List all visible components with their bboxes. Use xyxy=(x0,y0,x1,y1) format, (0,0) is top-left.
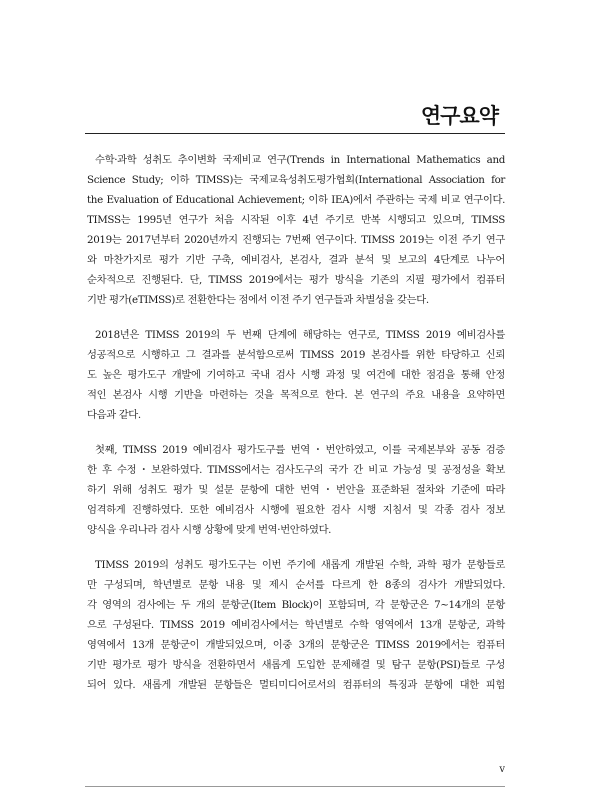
text-line: 양식을 우리나라 검사 시행 상황에 맞게 번역·번안하였다. xyxy=(87,524,332,536)
text-line: 만 구성되며, 학년별로 문항 내용 및 제시 순서를 다르게 한 8종의 검사가 개발되었다. xyxy=(87,579,505,591)
page-number: v xyxy=(499,764,505,775)
section-heading: 연구요약 xyxy=(420,104,498,128)
text-line: 으로 구성된다. TIMSS 2019 예비검사에서는 학년별로 수학 영역에서 13개 문항군, 과학 xyxy=(87,619,505,631)
text-line: 엄격하게 진행하였다. 또한 예비검사 시행에 필요한 검사 시행 지침서 및 각종 검사 정보 xyxy=(87,504,505,516)
paragraph xyxy=(87,555,505,695)
paragraph xyxy=(87,440,505,540)
text-line: 적인 본검사 시행 기반을 마련하는 것을 목적으로 한다. 본 연구의 주요 내용을 요약하면 xyxy=(87,389,505,401)
text-line: 각 영역의 검사에는 두 개의 문항군(Item Block)이 포함되며, 각 문항군은 7∼14개의 문항 xyxy=(87,599,505,611)
text-line: TIMSS 2019의 성취도 평가도구는 이번 주기에 새롭게 개발된 수학, 과학 평가 문항들로 xyxy=(95,559,505,571)
text-line: Science Study; 이하 TIMSS)는 국제교육성취도평가협회(International Association for xyxy=(87,174,505,186)
text-line: 기반 평가(eTIMSS)로 전환한다는 점에서 이전 주기 연구들과 차별성을 갖는다. xyxy=(87,294,429,306)
text-line: 첫째, TIMSS 2019 예비검사 평가도구를 번역・번안하였고, 이를 국제본부와 공동 검증 xyxy=(95,444,505,456)
heading-rule xyxy=(85,133,505,134)
paragraph xyxy=(87,150,505,310)
text-line: 기반 평가로 평가 방식을 전환하면서 새롭게 도입한 문제해결 및 탐구 문항(PSI)들로 구성 xyxy=(87,659,505,671)
footer-rule xyxy=(85,786,505,787)
text-line: 성공적으로 시행하고 그 결과를 분석함으로써 TIMSS 2019 본검사를 위한 타당하고 신뢰 xyxy=(87,349,505,361)
text-line: 순차적으로 진행된다. 단, TIMSS 2019에서는 평가 방식을 기존의 지필 평가에서 컴퓨터 xyxy=(87,274,505,286)
text-line: 2018년은 TIMSS 2019의 두 번째 단계에 해당하는 연구로, TIMSS 2019 예비검사를 xyxy=(95,329,505,341)
text-line: 하기 위해 성취도 평가 및 설문 문항에 대한 번역・번안을 표준화된 절차와 기준에 따라 xyxy=(87,484,505,496)
text-line: 도 높은 평가도구 개발에 기여하고 국내 검사 시행 과정 및 여건에 대한 점검을 통해 안정 xyxy=(87,369,505,381)
text-line: 다음과 같다. xyxy=(87,409,141,421)
summary-body xyxy=(87,150,505,710)
text-line: 되어 있다. 새롭게 개발된 문항들은 멀티미디어로서의 컴퓨터의 특징과 문항에 대한 피험 xyxy=(87,679,505,691)
paragraph xyxy=(87,325,505,425)
text-line: 2019는 2017년부터 2020년까지 진행되는 7번째 연구이다. TIMSS 2019는 이전 주기 연구 xyxy=(87,234,505,246)
text-line: 수학·과학 성취도 추이변화 국제비교 연구(Trends in International Mathematics and xyxy=(95,154,505,166)
text-line: the Evaluation of Educational Achievement; 이하 IEA)에서 주관하는 국제 비교 연구이다. xyxy=(87,194,505,206)
text-line: 영역에서 13개 문항군이 개발되었으며, 이중 3개의 문항군은 TIMSS 2019에서는 컴퓨터 xyxy=(87,639,505,651)
text-line: 와 마찬가지로 평가 기반 구축, 예비검사, 본검사, 결과 분석 및 보고의 4단계로 나누어 xyxy=(87,254,505,266)
text-line: TIMSS는 1995년 연구가 처음 시작된 이후 4년 주기로 반복 시행되고 있으며, TIMSS xyxy=(87,214,505,226)
text-line: 한 후 수정・보완하였다. TIMSS에서는 검사도구의 국가 간 비교 가능성 및 공정성을 확보 xyxy=(87,464,505,476)
